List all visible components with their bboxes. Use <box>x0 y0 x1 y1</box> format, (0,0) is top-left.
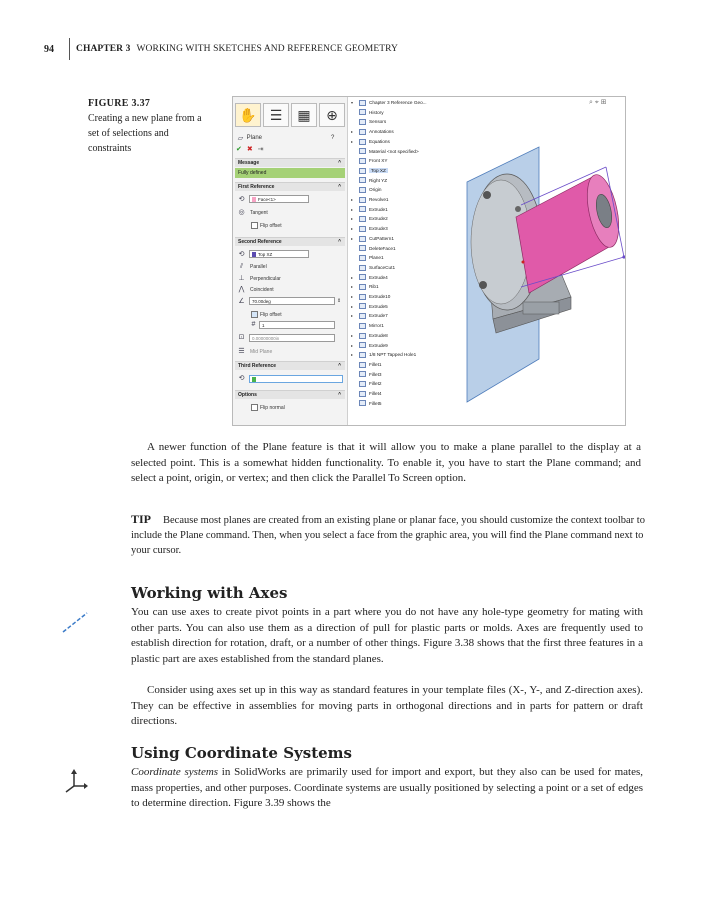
tree-item[interactable] <box>351 371 382 380</box>
coordinate-systems-term: Coordinate systems <box>131 766 219 778</box>
third-reference-field[interactable] <box>249 375 343 383</box>
help-icon[interactable]: ? <box>331 135 335 141</box>
property-manager <box>233 97 348 425</box>
tree-item-label: Plane1 <box>369 255 384 261</box>
tree-item[interactable] <box>351 186 382 195</box>
tree-item[interactable] <box>351 293 390 302</box>
tree-item[interactable] <box>351 99 427 108</box>
axis-icon <box>60 610 90 634</box>
coincident-option[interactable]: Coincident <box>250 287 274 293</box>
tree-item-label: Fillet2 <box>369 381 382 387</box>
reference-icon: ⟲ <box>238 196 245 203</box>
feature-icon <box>359 109 366 115</box>
tree-item-label: Extrude7 <box>369 313 388 319</box>
tree-item-label: Extrude5 <box>369 303 388 309</box>
paragraph-axes-2: Consider using axes set up in this way as standard features in your template files (X-, Y-, and Z-direction axes). They can be effective in assemblies for moving parts in orthogonal directions and in parts for pattern or draft directions. <box>131 684 643 727</box>
tree-item[interactable] <box>351 380 382 389</box>
third-reference-label: Third Reference <box>238 363 277 369</box>
tree-item-label: Extrude1 <box>369 206 388 212</box>
tree-item-label: Revolve1 <box>369 197 389 202</box>
tree-item[interactable] <box>351 215 388 224</box>
options-label: Options <box>238 392 257 398</box>
expand-arrow-icon[interactable]: ▸ <box>351 216 354 222</box>
feature-icon <box>359 197 366 203</box>
feature-icon <box>359 265 366 271</box>
feature-icon <box>359 216 366 222</box>
reference-icon: ⟲ <box>238 375 245 382</box>
expand-arrow-icon[interactable]: ▸ <box>351 226 354 232</box>
tree-item-label: Fillet1 <box>369 361 382 367</box>
feature-icon <box>359 245 366 251</box>
chevron-up-icon: ^ <box>338 392 341 398</box>
pm-title-row <box>236 133 262 142</box>
plane-icon: ▱ <box>237 135 244 142</box>
feature-icon <box>359 391 366 397</box>
angle-icon[interactable]: ∠ <box>238 298 245 305</box>
figure-caption <box>88 96 213 156</box>
feature-icon <box>359 119 366 125</box>
feature-icon <box>359 303 366 309</box>
flip-normal-option[interactable] <box>251 404 285 411</box>
flip-offset-option-2[interactable] <box>251 311 282 318</box>
tip-block <box>131 512 645 558</box>
perpendicular-option[interactable]: Perpendicular <box>250 276 281 282</box>
reference-icon: ⟲ <box>238 251 245 258</box>
tree-item-label: Material <not specified> <box>369 148 419 154</box>
tree-item-label: Annotations <box>369 129 394 135</box>
expand-arrow-icon[interactable]: ▸ <box>351 129 354 135</box>
chevron-up-icon: ^ <box>338 363 341 369</box>
view-toolbar[interactable]: ⌕ ⌖ ⊞ <box>589 99 607 106</box>
pin-button[interactable]: ⇥ <box>257 146 264 153</box>
purple-swatch <box>252 252 256 257</box>
tree-item[interactable] <box>351 322 384 331</box>
expand-arrow-icon[interactable]: ▸ <box>351 332 354 338</box>
bolt-hole <box>515 206 521 212</box>
expand-arrow-icon[interactable]: ▸ <box>351 294 354 299</box>
expand-arrow-icon[interactable]: ▸ <box>351 284 354 290</box>
chapter-title: WORKING WITH SKETCHES AND REFERENCE GEOMETRY <box>136 44 398 54</box>
paragraph-coordinate-systems <box>131 765 643 812</box>
dimxpert-tab[interactable]: ⊕ <box>319 103 345 127</box>
third-reference-header[interactable] <box>235 361 345 370</box>
feature-icon <box>359 313 366 319</box>
instances-icon: # <box>251 321 256 328</box>
tree-item-label: History <box>369 109 384 115</box>
tip-text: Because most planes are created from an existing plane or planar face, you should customize the context toolbar to include the Plane command. Then, when you select a face from the graphic area, you will find the Plane command next to your cursor. <box>131 515 645 556</box>
flip-offset-option-1[interactable] <box>251 222 282 229</box>
tree-item[interactable] <box>351 196 389 205</box>
feature-manager-tab[interactable]: ✋ <box>235 103 261 127</box>
coincident-icon[interactable]: ⋀ <box>238 286 245 293</box>
flip-normal-label: Flip normal <box>260 404 285 411</box>
expand-arrow-icon[interactable]: ▸ <box>351 313 354 319</box>
feature-icon <box>359 177 366 183</box>
figure-caption-text: Creating a new plane from a set of selections and constraints <box>88 113 202 154</box>
feature-icon <box>359 381 366 387</box>
tree-item[interactable] <box>351 390 382 399</box>
second-reference-label: Second Reference <box>238 239 282 245</box>
running-header <box>76 44 398 54</box>
tree-item[interactable] <box>351 400 382 409</box>
tree-item[interactable] <box>351 206 388 215</box>
tree-item[interactable] <box>351 235 394 244</box>
tangent-icon[interactable]: ◎ <box>238 209 245 216</box>
tree-item[interactable] <box>351 109 384 118</box>
property-manager-tab[interactable]: ☰ <box>263 103 289 127</box>
page-number: 94 <box>44 44 54 55</box>
chevron-up-icon: ^ <box>338 239 341 245</box>
feature-icon <box>359 274 366 280</box>
second-reference-field[interactable] <box>249 250 309 258</box>
parallel-option[interactable]: Parallel <box>250 264 267 270</box>
tree-item-label: Right YZ <box>369 177 388 183</box>
tree-item[interactable] <box>351 254 384 263</box>
tree-item[interactable] <box>351 167 388 176</box>
first-reference-header[interactable] <box>235 182 345 191</box>
tree-item-label: Extrude10 <box>369 294 391 299</box>
chapter-label: CHAPTER 3 <box>76 44 131 54</box>
paragraph-axes-1: You can use axes to create pivot points in a part where you do not have any hole-type geometry for mating with other parts. You can also use them as a direction of pull for plastic parts or molds. Axes are frequently used to establish direction for rotation, draft, or a number of other things. Figure 3.38 shows that the first three features in a plastic part are axes established from the standard planes. <box>131 606 643 665</box>
tree-item-label: Sensors <box>369 119 387 125</box>
coordinate-system-icon <box>62 768 88 794</box>
message-section-header[interactable] <box>235 158 345 167</box>
feature-icon <box>359 352 366 358</box>
feature-icon <box>359 139 366 145</box>
tree-item[interactable] <box>351 118 386 127</box>
tree-item-label: Fillet4 <box>369 391 382 396</box>
options-header[interactable] <box>235 390 345 399</box>
expand-arrow-icon[interactable]: ▸ <box>351 303 354 309</box>
tree-item-label: Chapter 3 Reference Geo... <box>369 100 427 105</box>
bolt-hole <box>479 281 487 289</box>
tree-item-label: Fillet5 <box>369 400 382 406</box>
tree-item-label: DeleteFace1 <box>369 245 396 251</box>
second-reference-value: Top XZ <box>258 252 273 257</box>
tree-item-label: Extrude4 <box>369 274 388 280</box>
perpendicular-icon[interactable]: ⊥ <box>238 275 245 282</box>
tree-item[interactable] <box>351 342 388 351</box>
feature-icon <box>359 362 366 368</box>
expand-arrow-icon[interactable]: ▸ <box>351 235 354 241</box>
feature-icon <box>359 206 366 212</box>
tree-item-label: Extrude9 <box>369 342 388 348</box>
status-message: Fully defined <box>235 168 345 178</box>
distance-icon[interactable]: ⊡ <box>238 334 245 341</box>
cancel-button[interactable]: ✖ <box>246 146 253 153</box>
tree-item-label: Rib1 <box>369 284 379 290</box>
chevron-up-icon: ^ <box>338 160 341 166</box>
pm-title: Plane <box>246 135 263 141</box>
tree-item-label: CutPattern1 <box>369 235 395 241</box>
bolt-hole <box>483 191 491 199</box>
expand-arrow-icon[interactable]: ▸ <box>351 274 354 280</box>
tree-item-label: SurfaceCut1 <box>369 264 396 270</box>
paragraph-plane-parallel: A newer function of the Plane feature is that it will allow you to make a plane parallel to the display at a selected point. This is a somewhat hidden functionality. To enable it, you have to start the Plane command; and select a point, origin, or vertex; and then click the Parallel To Screen option. <box>131 441 641 484</box>
message-header-label: Message <box>238 160 260 166</box>
origin-point <box>522 261 525 264</box>
feature-icon <box>359 158 366 164</box>
tree-item[interactable] <box>351 245 396 254</box>
instances-input[interactable]: 1 <box>259 321 335 329</box>
heading-coordinate-systems: Using Coordinate Systems <box>131 744 352 762</box>
chevron-up-icon: ^ <box>338 184 341 190</box>
pink-swatch <box>252 197 256 202</box>
constraint-point <box>622 255 625 258</box>
feature-icon <box>359 100 366 106</box>
feature-icon <box>359 187 366 193</box>
checkbox-checked[interactable] <box>251 311 258 318</box>
tree-item[interactable] <box>351 148 419 157</box>
figure-label: FIGURE 3.37 <box>88 98 151 109</box>
pm-actions <box>236 145 264 153</box>
solidworks-screenshot <box>232 96 626 426</box>
feature-icon <box>359 294 366 300</box>
tree-item[interactable] <box>351 274 388 283</box>
tree-item-label: 1/8 NPT Tapped Hole1 <box>369 352 417 358</box>
checkbox[interactable] <box>251 404 258 411</box>
graphics-area[interactable] <box>461 97 625 425</box>
feature-icon <box>359 148 366 154</box>
flip-offset-label: Flip offset <box>260 222 282 229</box>
flip-label: Flip offset <box>260 311 282 318</box>
feature-tree <box>351 97 471 425</box>
feature-icon <box>359 333 366 339</box>
mid-plane-icon[interactable]: ☰ <box>238 348 245 355</box>
tree-item[interactable] <box>351 177 387 186</box>
feature-icon <box>359 323 366 329</box>
expand-arrow-icon[interactable]: ▸ <box>351 206 354 212</box>
first-reference-field[interactable] <box>249 195 309 203</box>
tree-item-label: Origin <box>369 187 382 193</box>
manager-tabs <box>233 103 349 129</box>
tree-item[interactable] <box>351 128 394 137</box>
first-reference-label: First Reference <box>238 184 275 190</box>
tree-item-label: Extrude8 <box>369 332 388 338</box>
coordinate-systems-text: in SolidWorks are primarily used for import and export, but they also can be used for mates, mass properties, and other purposes. Coordinate systems are usually positioned by selecting a point or a set of edges to determine direction. Figure 3.39 shows the <box>131 766 644 809</box>
tree-item[interactable] <box>351 225 388 234</box>
green-swatch <box>252 377 256 382</box>
distance-input[interactable]: 0.00000000in <box>249 334 335 342</box>
header-rule <box>69 38 70 60</box>
feature-icon <box>359 226 366 232</box>
tangent-option[interactable]: Tangent <box>250 210 268 216</box>
feature-icon <box>359 129 366 135</box>
expand-arrow-icon[interactable]: ▸ <box>351 197 354 202</box>
tree-item-label: Equations <box>369 138 390 144</box>
mid-plane-option[interactable]: Mid Plane <box>250 349 273 355</box>
spin-icon[interactable]: ⇕ <box>337 298 342 304</box>
tree-item-label: Top XZ <box>371 167 386 173</box>
feature-icon <box>359 236 366 242</box>
feature-icon <box>359 284 366 290</box>
heading-working-with-axes: Working with Axes <box>131 584 288 602</box>
angle-input[interactable]: 70.00deg <box>249 297 335 305</box>
tree-item[interactable] <box>351 264 395 273</box>
feature-icon <box>359 255 366 261</box>
tree-item-label: Front XY <box>369 158 388 164</box>
expand-arrow-icon[interactable]: ▸ <box>351 352 354 358</box>
expand-arrow-icon[interactable]: ▸ <box>351 138 354 144</box>
feature-icon <box>359 168 366 174</box>
tree-item[interactable] <box>351 351 416 360</box>
ok-button[interactable]: ✔ <box>236 146 242 153</box>
tree-item[interactable] <box>351 312 388 321</box>
tree-item[interactable] <box>351 157 388 166</box>
tree-item[interactable] <box>351 303 388 312</box>
first-reference-value: Face<1> <box>258 197 276 202</box>
tip-label: TIP <box>131 512 152 526</box>
parallel-icon[interactable]: ⫽ <box>239 263 244 270</box>
tree-item-label: Mirror1 <box>369 323 384 329</box>
feature-icon <box>359 400 366 406</box>
checkbox[interactable] <box>251 222 258 229</box>
expand-arrow-icon[interactable]: ▾ <box>351 100 354 105</box>
tree-item-label: Fillet3 <box>369 371 382 377</box>
configuration-tab[interactable]: ▦ <box>291 103 317 127</box>
tree-item[interactable] <box>351 138 390 147</box>
tree-item-label: Extrude2 <box>369 216 388 222</box>
feature-icon <box>359 342 366 348</box>
tree-item[interactable] <box>351 283 379 292</box>
base-foot <box>523 302 559 314</box>
tree-item-label: Extrude3 <box>369 226 388 232</box>
feature-icon <box>359 371 366 377</box>
tree-item[interactable] <box>351 332 388 341</box>
tree-item[interactable] <box>351 361 382 370</box>
expand-arrow-icon[interactable]: ▸ <box>351 342 354 348</box>
second-reference-header[interactable] <box>235 237 345 246</box>
